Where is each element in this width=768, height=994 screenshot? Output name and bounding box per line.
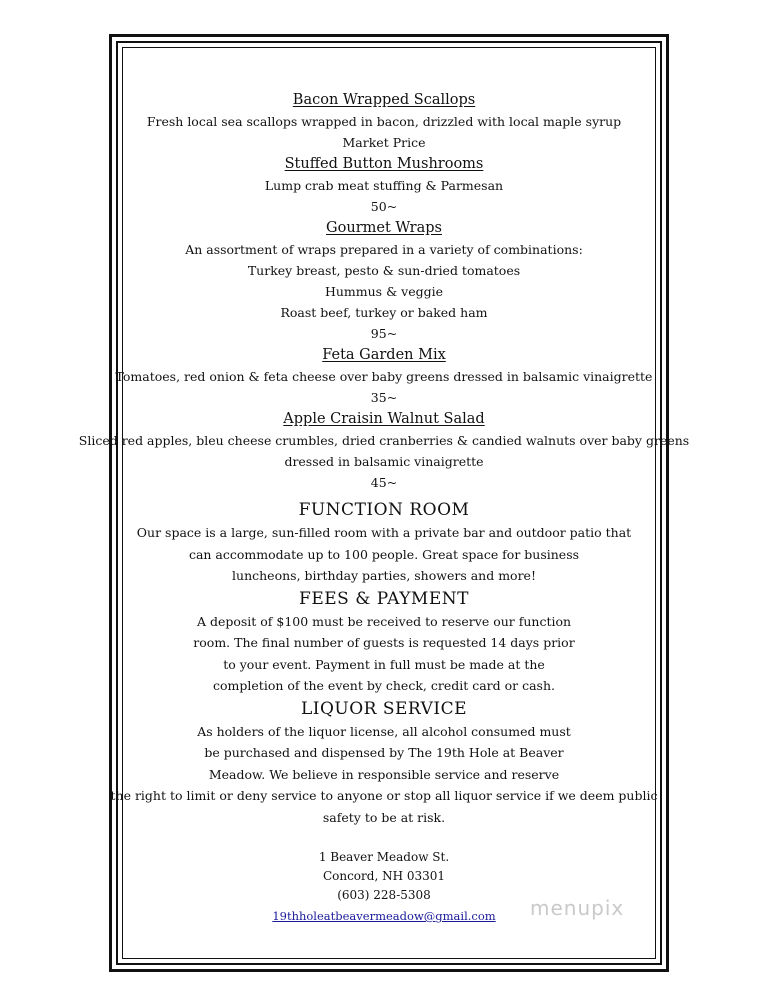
section-heading: LIQUOR SERVICE <box>300 698 468 719</box>
menu-item <box>0 217 768 344</box>
menu-item-title: Bacon Wrapped Scallops <box>292 92 476 108</box>
section-text: room. The final number of guests is requested 14 days prior <box>193 635 575 650</box>
section-liquor-service <box>0 697 768 829</box>
menu-item-title: Apple Craisin Walnut Salad <box>283 411 485 427</box>
section-text: Meadow. We believe in responsible service and reserve <box>208 766 560 782</box>
menu-item-price: 50~ <box>370 199 398 214</box>
section-text: Our space is a large, sun-filled room with a private bar and outdoor patio that <box>136 525 632 540</box>
menu-item <box>0 344 768 408</box>
section-text: can accommodate up to 100 people. Great space for business <box>188 546 580 562</box>
menu-content <box>0 89 768 926</box>
menu-item-title: Gourmet Wraps <box>326 220 442 236</box>
menu-item-option: Roast beef, turkey or baked ham <box>280 305 488 320</box>
menu-item-price: 45~ <box>370 475 398 490</box>
section-text: to your event. Payment in full must be made at the <box>223 656 545 672</box>
menu-item-description: Lump crab meat stuffing & Parmesan <box>264 178 504 193</box>
address-city: Concord, NH 03301 <box>322 869 446 883</box>
menu-item-description: An assortment of wraps prepared in a variety of combinations: <box>185 242 583 257</box>
email-link[interactable]: 19thholeatbeavermeadow@gmail.com <box>272 909 496 923</box>
section-text: be purchased and dispensed by The 19th Hole at Beaver <box>204 745 564 760</box>
menu-item-option: Hummus & veggie <box>324 284 444 299</box>
section-fees-payment <box>0 587 768 697</box>
contact-block <box>0 848 768 926</box>
menu-item-price: 95~ <box>370 326 398 341</box>
section-function-room <box>0 498 768 587</box>
section-text: A deposit of $100 must be received to reserve our function <box>196 613 572 629</box>
menu-item-description: Sliced red apples, bleu cheese crumbles, dried cranberries & candied walnuts over baby greens <box>78 433 690 448</box>
address-street: 1 Beaver Meadow St. <box>318 850 450 864</box>
menu-item-price: Market Price <box>342 135 426 150</box>
menu-item <box>0 89 768 153</box>
section-text: the right to limit or deny service to anyone or stop all liquor service if we deem public <box>110 788 658 803</box>
section-heading: FEES & PAYMENT <box>299 588 469 609</box>
menu-item-option: Turkey breast, pesto & sun-dried tomatoes <box>247 263 521 278</box>
section-text: luncheons, birthday parties, showers and more! <box>232 568 536 583</box>
menu-item <box>0 153 768 217</box>
menu-item-description: Fresh local sea scallops wrapped in bacon, drizzled with local maple syrup <box>146 114 622 129</box>
menupix-watermark: menupix <box>530 896 625 920</box>
phone-number: (603) 228-5308 <box>337 888 431 902</box>
section-text: safety to be at risk. <box>322 809 446 825</box>
section-text: As holders of the liquor license, all alcohol consumed must <box>197 723 571 739</box>
section-text: completion of the event by check, credit card or cash. <box>213 678 555 693</box>
menu-item-description: dressed in balsamic vinaigrette <box>284 454 484 469</box>
menu-item <box>0 408 768 493</box>
menu-item-title: Stuffed Button Mushrooms <box>284 156 484 172</box>
menu-item-price: 35~ <box>370 390 398 405</box>
menu-item-description: Tomatoes, red onion & feta cheese over baby greens dressed in balsamic vinaigrette <box>115 369 653 384</box>
menu-item-title: Feta Garden Mix <box>322 347 446 363</box>
section-heading: FUNCTION ROOM <box>298 500 470 520</box>
